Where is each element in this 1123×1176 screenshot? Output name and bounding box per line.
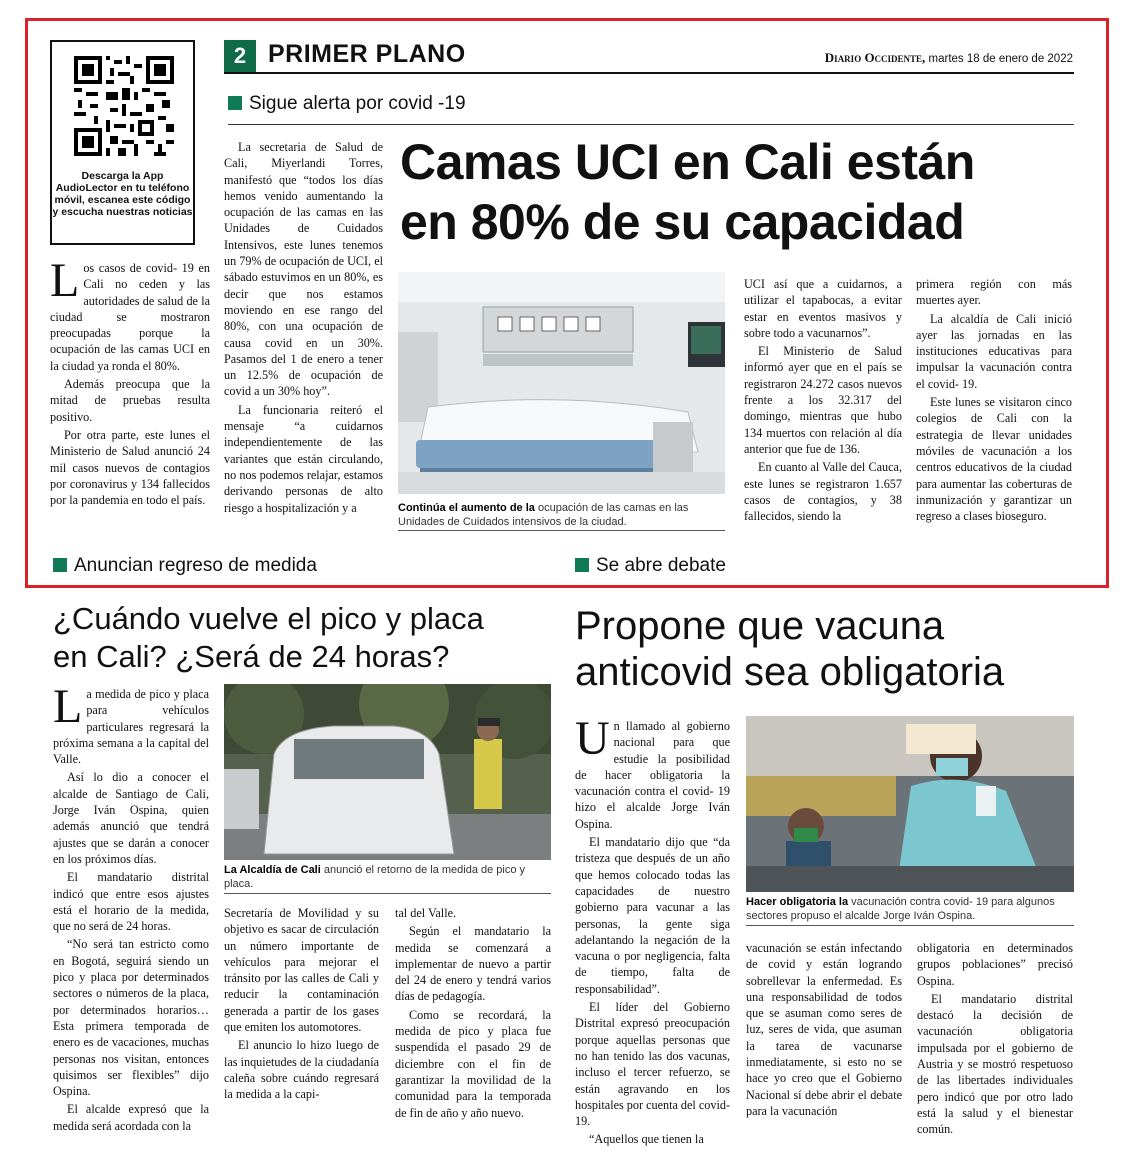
right-kicker — [575, 555, 726, 577]
paragraph: En cuanto al Valle del Cauca, este lunes se registraron 1.657 casos de contagios, y 38 fallecidos, siendo la — [744, 460, 902, 524]
right-column-1 — [575, 712, 731, 1150]
caption-lead: Hacer obligatoria la — [746, 896, 849, 908]
kicker-square-icon — [575, 558, 589, 572]
dropcap: L — [53, 680, 83, 733]
featured-column-3 — [744, 276, 902, 526]
paragraph: UCI así que a cuidarnos, a utilizar el tapabocas, a evitar estar en eventos masivos y sobre todo a vacunarnos”. — [744, 277, 902, 340]
traffic-photo — [224, 684, 551, 860]
paragraph: El mandatario dijo que “da tristeza que después de un año que hemos colocado todas las capacidades de nuestro gobierno para vacunar a las personas, la gente siga adelantando la negación de la vacuna o por negligencia, falta de tiempo, falta de responsabilidad”. — [575, 835, 730, 996]
featured-column-1 — [50, 254, 210, 510]
dropcap: L — [50, 254, 80, 307]
paragraph: El anuncio lo hizo luego de las inquietudes de la ciudadanía caleña sobre cuándo regresará la medida a la capi- — [224, 1038, 379, 1102]
paragraph: Este lunes se visitaron cinco colegios de Cali con la estrategia de llevar unidades móviles de vacunación a los centros educativos de la ciudad para aumentar las coberturas de inmunización y garantizar un regreso a clases bioseguro. — [916, 395, 1072, 524]
paragraph: “Aquellos que tienen la — [589, 1132, 704, 1147]
icu-bed-photo — [398, 272, 725, 494]
right-caption — [746, 896, 1076, 923]
kicker-rule — [228, 124, 1074, 125]
left-column-3 — [395, 905, 551, 1123]
caption-rule — [224, 893, 551, 894]
right-headline-line2: anticovid sea obligatoria — [575, 650, 1005, 694]
featured-headline — [400, 132, 975, 252]
paragraph: La secretaria de Salud de Cali, Miyerlandi Torres, manifestó que “todos los días hemos venido aumentando la ocupación de las camas en las Unidades de Cuidados Intensivos, este lunes tenemos un 79% de ocupación de UCI, el sábado estuvimos en un 80%, es decir que nos estamos moviendo en ese rango del 80%, con una ocupación de causa covid en un 30%. Pasamos del 1 de enero a tener un 12.5% de ocupación de covid a un 30% hoy”. — [224, 140, 383, 399]
qr-block — [50, 40, 195, 245]
issue-date: martes 18 de enero de 2022 — [925, 53, 1073, 65]
left-kicker-text: Anuncian regreso de medida — [74, 555, 317, 576]
kicker-square-icon — [53, 558, 67, 572]
caption-text: ocupación de las camas en las Unidades de Cuidados intensivos de la ciudad. — [398, 502, 689, 528]
caption-lead: Continúa el aumento de la — [398, 502, 535, 514]
paragraph: primera región con más muertes ayer. — [916, 277, 1072, 308]
caption-text: vacunación contra covid- 19 para algunos sectores propuso el alcalde Jorge Iván Ospina. — [746, 896, 1055, 922]
right-column-3 — [917, 940, 1073, 1140]
right-headline — [575, 603, 1004, 695]
paragraph: obligatoria en determinados grupos poblaciones” precisó Ospina. — [917, 941, 1073, 988]
vaccination-photo — [746, 716, 1074, 892]
paragraph: La funcionaria reiteró el mensaje “a cuidarnos independientemente de las variantes que están circulando, no nos podemos relajar, estamos derivando personas de alto riesgo a hospitalización y a — [224, 402, 383, 515]
dateline — [825, 50, 1073, 66]
right-kicker-text: Se abre debate — [596, 555, 726, 576]
dropcap: U — [575, 712, 610, 765]
paragraph: Además preocupa que la mitad de pruebas resulta positivo. — [50, 377, 210, 424]
paragraph: Por otra parte, este lunes el Ministerio de Salud anunció 24 mil casos nuevos de contagios por coronavirus y 134 fallecidos por la pandemia en todo el país. — [50, 427, 210, 508]
caption-text: anunció el retorno de la medida de pico y placa. — [224, 864, 526, 890]
section-title: PRIMER PLANO — [268, 40, 466, 68]
paragraph: tal del Valle. — [395, 906, 457, 920]
left-headline-line2: en Cali? ¿Será de 24 horas? — [53, 639, 450, 674]
paragraph: La alcaldía de Cali inició ayer las jornadas en las instituciones educativas para impulsar la vacunación contra el covid- 19. — [916, 311, 1072, 391]
paragraph: El mandatario distrital destacó la decisión de vacunación obligatoria impulsada por el gobierno de Austria y se mostró respetuoso de las libertades individuales pero indicó que por otro lado está la salud y el bienestar común. — [917, 991, 1073, 1137]
featured-headline-line1: Camas UCI en Cali están — [400, 134, 975, 190]
paragraph: “No será tan estricto como en Bogotá, seguirá siendo un pico y placa por determinados sectores o números de la placa, por determinados horarios… Esta primera temporada de enero es de vacaciones, muchas personas nos visitan, entonces quisimos ser flexibles” dijo Ospina. — [53, 937, 209, 1099]
featured-headline-line2: en 80% de su capacidad — [400, 194, 965, 250]
paragraph: El líder del Gobierno Distrital expresó preocupación porque aquellas personas que no han tenido las dos vacunas, incluso el tercer refuerzo, se están agravando en los hospitales por cuenta del covid-19. — [575, 1000, 731, 1129]
kicker-square-icon — [228, 96, 242, 110]
qr-code-icon[interactable] — [74, 56, 174, 156]
left-headline-line1: ¿Cuándo vuelve el pico y placa — [53, 601, 484, 636]
header-rule — [224, 72, 1074, 74]
featured-kicker — [228, 93, 466, 115]
paragraph: Como se recordará, la medida de pico y placa fue suspendida el pasado 29 de diciembre con el fin de garantizar la movilidad de la comunidad para la temporada de fin de año y año nuevo. — [395, 1007, 551, 1120]
paragraph: n llamado al gobierno nacional para que estudie la posibilidad de hacer obligatoria la vacunación contra el covid- 19 hizo el alcalde Jorge Iván Ospina. — [575, 719, 730, 831]
right-column-2 — [746, 940, 902, 1121]
paragraph: vacunación se están infectando de covid y están logrando sobrellevar la enfermedad. Es una responsabilidad de todos que se asuman como seres de luz, seres de vida, que asuman la tarea de vacunarse inmediatamente, si esto no se hace yo creo que el Gobierno Nacional sí debe abrir el debate para la vacunación — [746, 941, 902, 1118]
left-column-1 — [53, 680, 209, 1136]
featured-caption — [398, 502, 728, 529]
featured-kicker-text: Sigue alerta por covid -19 — [249, 93, 466, 114]
paragraph: Según el mandatario la medida se comenzará a implementar de nuevo a partir del 24 de enero y tendrá varios días de pedagogía. — [395, 924, 551, 1004]
left-headline — [53, 600, 484, 676]
featured-column-4 — [916, 276, 1072, 526]
paragraph: El alcalde expresó que la medida será acordada con la — [53, 1102, 209, 1133]
qr-caption: Descarga la App AudioLector en tu teléfono móvil, escanea este código y escucha nuestras noticias — [52, 170, 193, 218]
caption-rule — [746, 925, 1074, 926]
caption-lead: La Alcaldía de Cali — [224, 864, 321, 876]
paragraph: El Ministerio de Salud informó ayer que en el país se registraron 24.272 casos nuevos frente a los 32.317 del domingo, mientras que hubo 134 muertos con relación al día anterior que fue de 136. — [744, 344, 902, 456]
caption-rule — [398, 530, 725, 531]
page-number: 2 — [224, 40, 256, 72]
left-column-2 — [224, 905, 379, 1105]
featured-column-2 — [224, 139, 383, 518]
left-kicker — [53, 555, 317, 577]
paragraph: El mandatario distrital indicó que entre esos ajustes está el horario de la medida, que no será de 24 horas. — [53, 870, 209, 934]
newspaper-name: Diario Occidente, — [824, 50, 926, 65]
paragraph: os casos de covid- 19 en Cali no ceden y las autoridades de salud de la ciudad se mostraron preocupadas porque la ocupación de las camas UCI en la ciudad ya ronda el 80%. — [50, 261, 210, 373]
paragraph: Así lo dio a conocer el alcalde de Santiago de Cali, Jorge Iván Ospina, quien además anunció que tendrá ajustes que se darán a conocer en los próximos días. — [53, 770, 209, 866]
paragraph: Secretaría de Movilidad y su objetivo es sacar de circulación un número importante de vehículos para mejorar el tránsito por las calles de Cali y reducir la contaminación generada a partir de los gases que emiten los automotores. — [224, 906, 379, 1035]
right-headline-line1: Propone que vacuna — [575, 604, 945, 648]
paragraph: a medida de pico y placa para vehículos particulares regresará la próxima semana a la capital del Valle. — [53, 687, 209, 767]
left-caption — [224, 864, 554, 891]
